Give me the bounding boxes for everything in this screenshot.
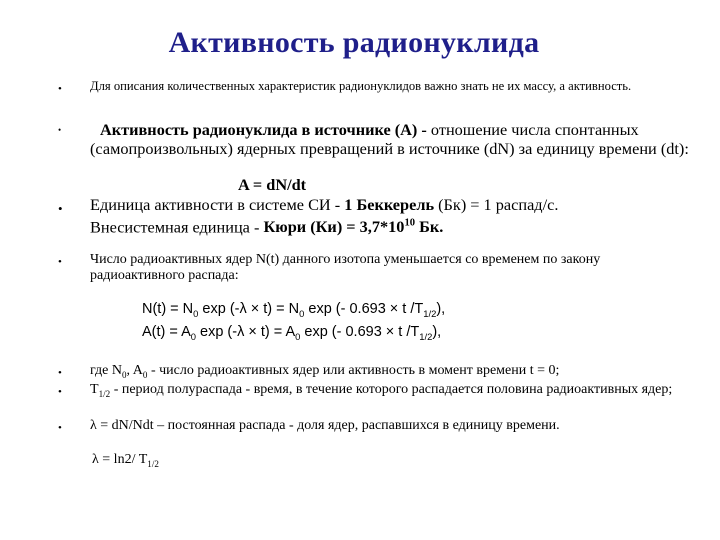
bullet-marker: • — [58, 256, 62, 268]
bullet-marker: • — [58, 386, 62, 398]
paragraph-units — [90, 196, 698, 236]
curie-exponent: 10 — [404, 217, 416, 229]
slide-title: Активность радионуклида — [168, 26, 540, 59]
bullet-marker: • — [58, 83, 62, 95]
paragraph-initial-values: где $N_0$, $A_0$ - число радиоактивных ядер или активность в момент времени t = 0; — [90, 363, 560, 380]
curie-unit: Бк. — [415, 216, 444, 236]
units-offsystem-prefix: Внесистемная единица - — [90, 216, 264, 236]
paragraph-activity-definition — [90, 121, 698, 158]
decay-formula-a: $A(t) = A_0$ $\exp (-\lambda \times t) = A_0$ exp (- 0.693 × t $/T_{1/2}$), — [142, 324, 442, 342]
paragraph-decay-constant: λ = dN/Ndt – постоянная распада - доля ядер, распавшихся в единицу времени. — [90, 418, 560, 433]
bullet-marker: • — [58, 422, 62, 434]
decay-constant-formula: λ = ln2/ $T_{1/2}$ — [92, 452, 159, 469]
becquerel-definition: (Бк) = 1 распад/с. — [434, 195, 559, 214]
curie-term: Кюри (Ки) = 3,7*10 — [263, 216, 405, 236]
bullet-marker: • — [58, 201, 63, 216]
units-si-prefix: Единица активности в системе СИ - — [90, 195, 345, 214]
bullet-marker: • — [58, 125, 62, 135]
activity-definition-text: отношение числа спонтанных (самопроизвольных) ядерных превращений в источнике (dN) за единицу времени (dt): — [90, 120, 689, 158]
bullet-marker: • — [58, 367, 62, 379]
becquerel-term: 1 Беккерель — [344, 195, 435, 214]
paragraph-half-life: $T_{1/2}$ - период полураспада - время, в течение которого распадается половина радиоактивных ядер; — [90, 382, 673, 399]
paragraph-intro: Для описания количественных характеристик радионуклидов важно знать не их массу, а активность. — [90, 79, 632, 93]
decay-formula-n: $N(t) = N_0$ $\exp (-\lambda \times t) = N_0$ exp (- 0.693 × t $/T_{1/2}$), — [142, 301, 446, 319]
activity-definition-term: Активность радионуклида в источнике (А) - — [100, 120, 427, 139]
paragraph-decay-law: Число радиоактивных ядер N(t) данного изотопа уменьшается со временем по закону радиоактивного распада: — [90, 252, 601, 283]
activity-formula: A = dN/dt — [238, 175, 307, 194]
